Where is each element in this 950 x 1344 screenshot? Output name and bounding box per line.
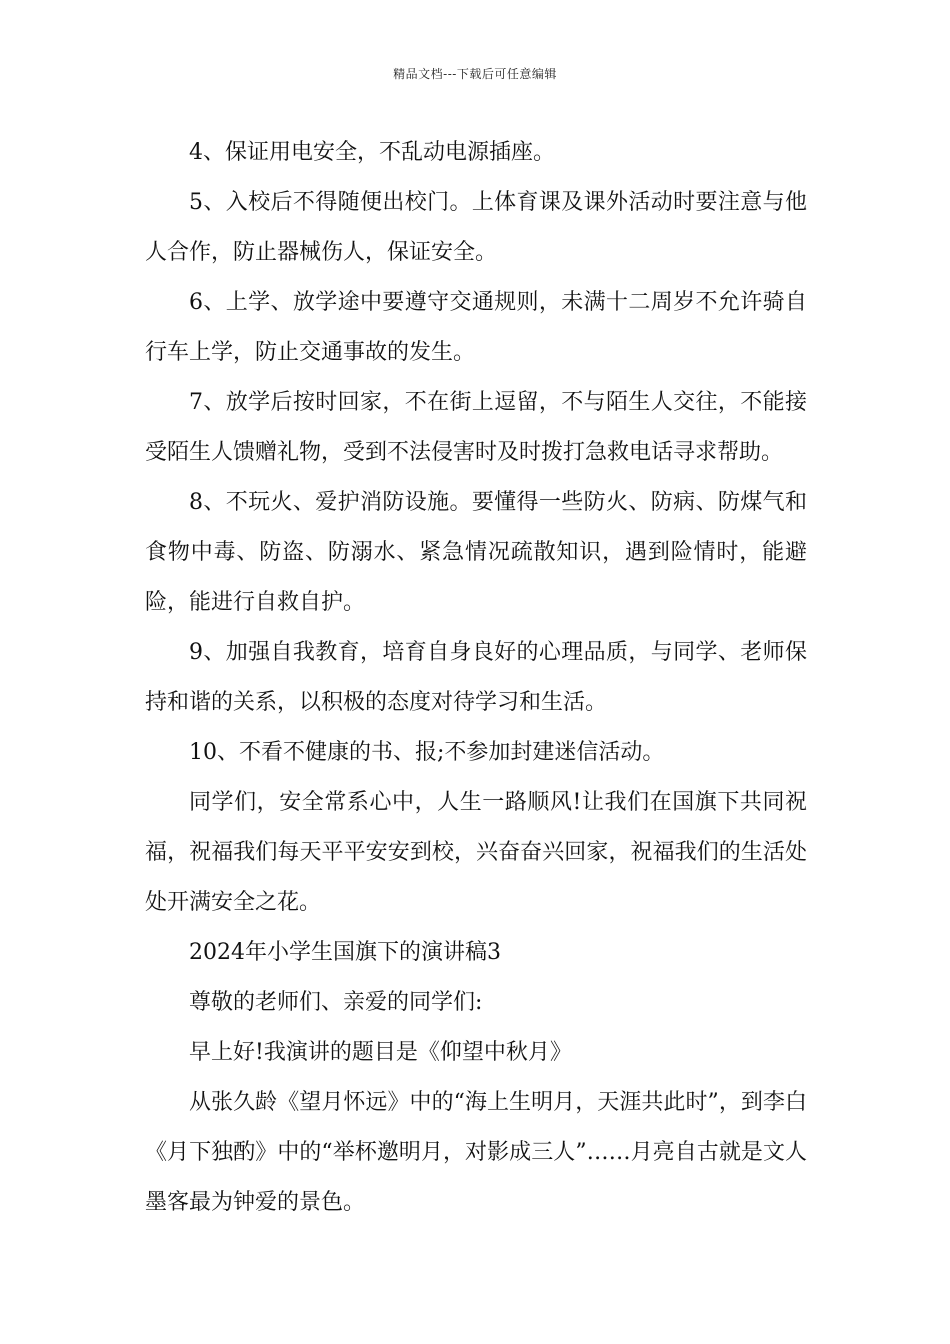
paragraph-rule-4: 4、保证用电安全，不乱动电源插座。 <box>189 140 555 165</box>
document-body <box>145 128 807 1228</box>
greeting-topic: 早上好!我演讲的题目是《仰望中秋月》 <box>189 1040 572 1065</box>
paragraph-closing: 同学们，安全常系心中，人生一路顺风!让我们在国旗下共同祝福，祝福我们每天平平安安到校，兴奋奋兴回家，祝福我们的生活处处开满安全之花。 <box>145 790 807 915</box>
paragraph-rule-8: 8、不玩火、爱护消防设施。要懂得一些防火、防病、防煤气和食物中毒、防盗、防溺水、紧急情况疏散知识，遇到险情时，能避险，能进行自救自护。 <box>145 490 807 615</box>
salutation: 尊敬的老师们、亲爱的同学们: <box>189 990 483 1015</box>
paragraph-rule-10: 10、不看不健康的书、报;不参加封建迷信活动。 <box>189 740 665 765</box>
paragraph-rule-7: 7、放学后按时回家，不在街上逗留，不与陌生人交往，不能接受陌生人馈赠礼物，受到不法侵害时及时拨打急救电话寻求帮助。 <box>145 390 807 465</box>
paragraph-rule-6: 6、上学、放学途中要遵守交通规则，未满十二周岁不允许骑自行车上学，防止交通事故的发生。 <box>145 290 807 365</box>
paragraph-moon: 从张久龄《望月怀远》中的“海上生明月，天涯共此时”，到李白《月下独酌》中的“举杯邀明月，对影成三人”……月亮自古就是文人墨客最为钟爱的景色。 <box>145 1090 807 1215</box>
paragraph-rule-9: 9、加强自我教育，培育自身良好的心理品质，与同学、老师保持和谐的关系，以积极的态度对待学习和生活。 <box>145 640 807 715</box>
page-header: 精品文档---下载后可任意编辑 <box>393 67 557 81</box>
section-title: 2024年小学生国旗下的演讲稿3 <box>189 940 501 965</box>
paragraph-rule-5: 5、入校后不得随便出校门。上体育课及课外活动时要注意与他人合作，防止器械伤人，保证安全。 <box>145 190 807 265</box>
